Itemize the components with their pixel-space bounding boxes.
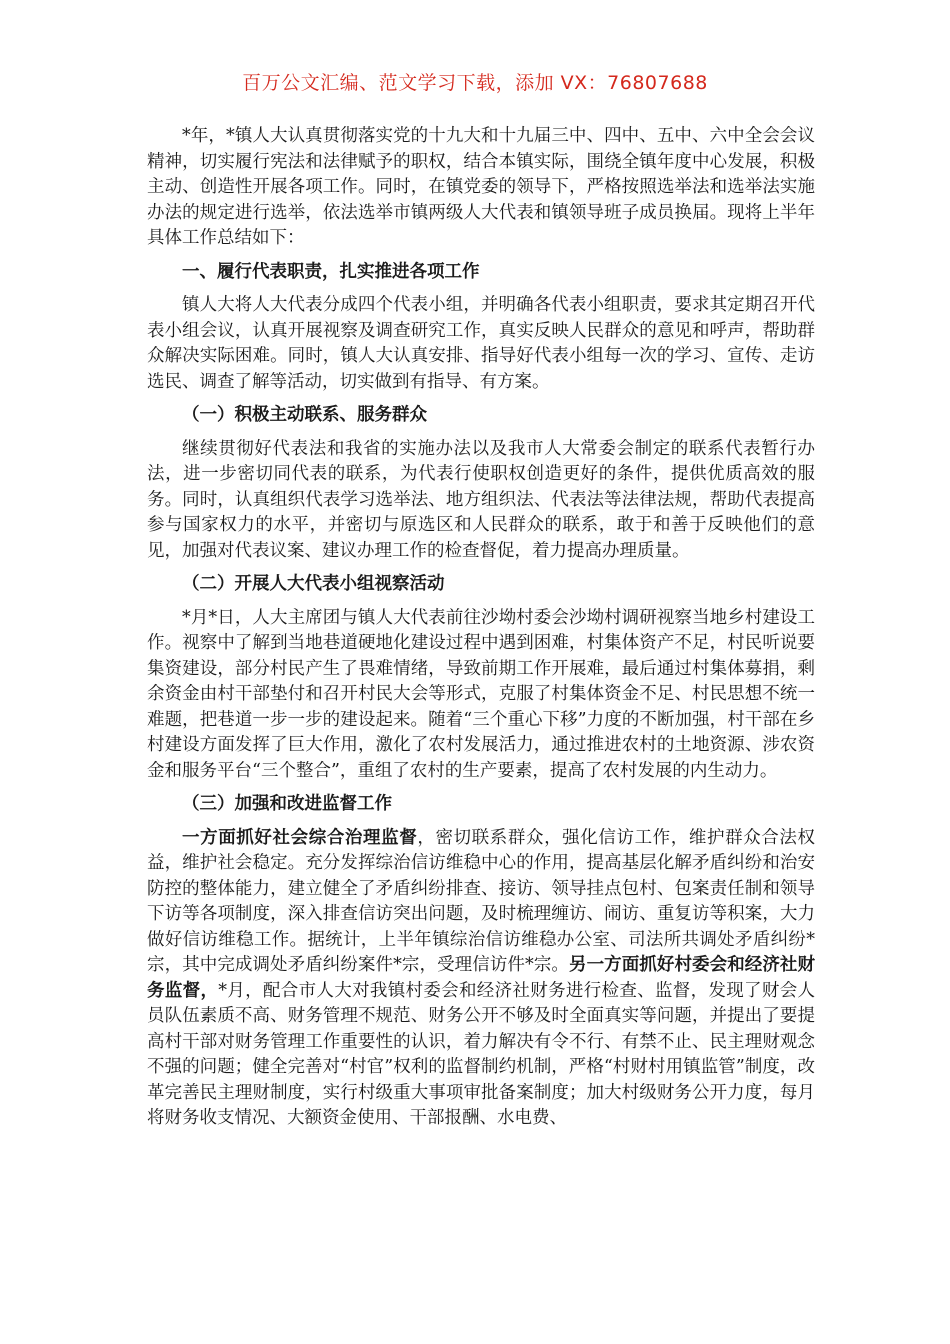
document-body — [147, 124, 815, 1140]
subsection-3-text-2: *月，配合市人大对我镇村委会和经济社财务进行检查、监督，发现了财会人员队伍素质不高、财务管理不规范、财务公开不够及时全面真实等问题，并提出了要提高村干部对财务管理工作重要性的认识，着力解决有令不行、有禁不止、民主理财观念不强的问题；健全完善对“村官”权利的监督制约机制，严格“村财村用镇监管”制度，改革完善民主理财制度，实行村级重大事项审批备案制度；加大村级财务公开力度，每月将财务收支情况、大额资金使用、干部报酬、水电费、 — [147, 980, 816, 1128]
subsection-1-heading: （一）积极主动联系、服务群众 — [182, 405, 427, 425]
section-1-heading: 一、履行代表职责，扎实推进各项工作 — [182, 261, 480, 282]
subsection-3-lead-1: 一方面抓好社会综合治理监督 — [182, 827, 418, 848]
subsection-2-paragraph: *月*日，人大主席团与镇人大代表前往沙坳村委会沙坳村调研视察当地乡村建设工作。视察中了解到当地巷道硬地化建设过程中遇到困难，村集体资产不足，村民听说要集资建设，部分村民产生了畏难情绪，导致前期工作开展难，最后通过村集体募捐，剩余资金由村干部垫付和召开村民大会等形式，克服了村集体资金不足、村民思想不统一难题，把巷道一步一步的建设起来。随着“三个重心下移”力度的不断加强，村干部在乡村建设方面发挥了巨大作用，激化了农村发展活力，通过推进农村的土地资源、涉农资金和服务平台“三个整合”，重组了农村的生产要素，提高了农村发展的内生动力。 — [147, 607, 815, 781]
subsection-1-paragraph: 继续贯彻好代表法和我省的实施办法以及我市人大常委会制定的联系代表暂行办法，进一步密切同代表的联系，为代表行使职权创造更好的条件，提供优质高效的服务。同时，认真组织代表学习选举法、地方组织法、代表法等法律法规，帮助代表提高参与国家权力的水平，并密切与原选区和人民群众的联系，敢于和善于反映他们的意见，加强对代表议案、建议办理工作的检查督促，着力提高办理质量。 — [147, 438, 815, 561]
watermark-header: 百万公文汇编、范文学习下载，添加 VX：76807688 — [242, 72, 708, 94]
subsection-3-paragraph — [147, 826, 815, 1132]
subsection-3-text-1: ，密切联系群众，强化信访工作，维护群众合法权益，维护社会稳定。充分发挥综治信访维稳中心的作用，提高基层化解矛盾纠纷和治安防控的整体能力，建立健全了矛盾纠纷排查、接访、领导挂点包村、包案责任制和领导下访等各项制度，深入排查信访突出问题，及时梳理缠访、闹访、重复访等积案，大力做好信访维稳工作。据统计，上半年镇综治信访维稳办公室、司法所共调处矛盾纠纷*宗，其中完成调处矛盾纠纷案件*宗，受理信访件*宗。 — [147, 827, 816, 975]
subsection-3-heading: （三）加强和改进监督工作 — [182, 794, 392, 814]
section-1-paragraph: 镇人大将人大代表分成四个代表小组，并明确各代表小组职责，要求其定期召开代表小组会议，认真开展视察及调查研究工作，真实反映人民群众的意见和呼声，帮助群众解决实际困难。同时，镇人大认真安排、指导好代表小组每一次的学习、宣传、走访选民、调查了解等活动，切实做到有指导、有方案。 — [147, 295, 815, 392]
subsection-3-lead-2: 另一方面抓好村委会和经济社财务监督， — [147, 955, 816, 1001]
intro-paragraph: *年，*镇人大认真贯彻落实党的十九大和十九届三中、四中、五中、六中全会会议精神，切实履行宪法和法律赋予的职权，结合本镇实际，围绕全镇年度中心发展，积极主动、创造性开展各项工作。同时，在镇党委的领导下，严格按照选举法和选举法实施办法的规定进行选举，依法选举市镇两级人大代表和镇领导班子成员换届。现将上半年具体工作总结如下： — [147, 126, 815, 248]
subsection-2-heading: （二）开展人大代表小组视察活动 — [182, 574, 445, 594]
